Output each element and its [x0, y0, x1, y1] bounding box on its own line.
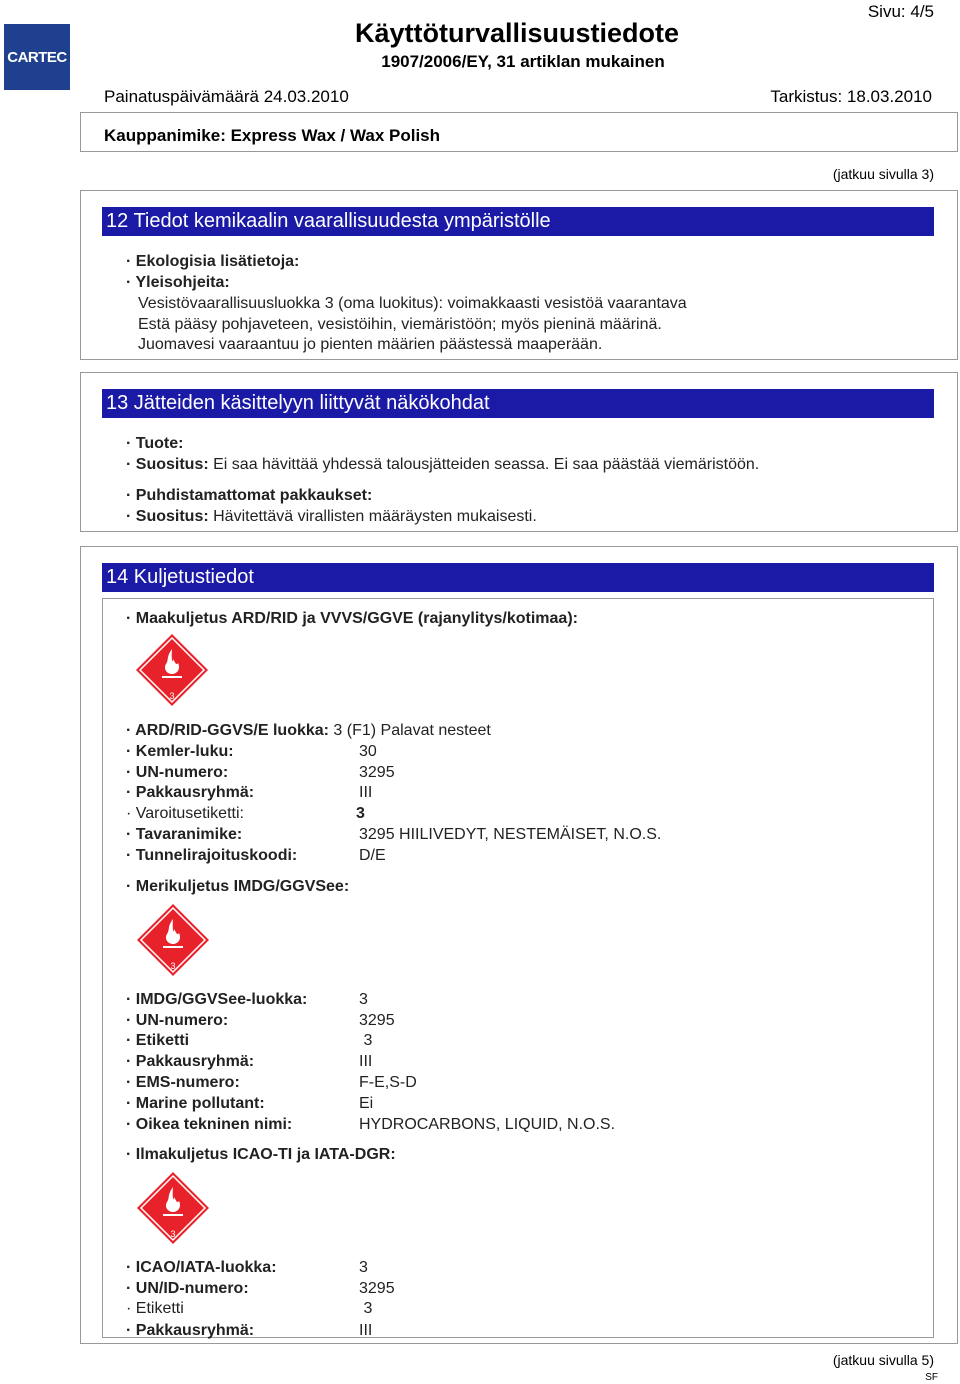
- sea-label-label: · Etiketti: [126, 1032, 190, 1049]
- kemler-value: 30: [359, 743, 377, 760]
- marine-pollutant-value: Ei: [359, 1095, 374, 1112]
- sea-packing-value: III: [359, 1053, 373, 1070]
- warning-label-label: · Varoitusetiketti:: [126, 805, 244, 822]
- imdg-class-value: 3: [359, 991, 368, 1008]
- eco-line-3: Juomavesi vaaraantuu jo pienten määrien päästessä maaperään.: [138, 336, 603, 353]
- sea-label-value: 3: [359, 1032, 373, 1049]
- transport-inner-frame: [102, 598, 934, 1338]
- recommendation-1-text: Ei saa hävittää yhdessä talousjätteiden seassa. Ei saa päästää viemäristöön.: [208, 456, 760, 473]
- tunnel-code-row: [126, 847, 826, 865]
- land-un-row: [126, 764, 826, 782]
- land-packing-label: · Pakkausryhmä:: [126, 784, 255, 801]
- land-class-label: · ARD/RID-GGVS/E luokka:: [126, 722, 329, 739]
- air-label-value: 3: [359, 1300, 373, 1317]
- recommendation-2: [126, 508, 537, 526]
- page-number: Sivu: 4/5: [867, 2, 934, 21]
- continued-from: (jatkuu sivulla 3): [832, 166, 934, 182]
- imdg-class-row: [126, 991, 826, 1009]
- land-transport-heading: · Maakuljetus ARD/RID ja VVVS/GGVE (rajanylitys/kotimaa):: [126, 610, 578, 627]
- warning-label-row: [126, 805, 826, 823]
- sea-packing-label: · Pakkausryhmä:: [126, 1053, 255, 1070]
- air-un-value: 3295: [359, 1280, 395, 1297]
- land-un-label: · UN-numero:: [126, 764, 229, 781]
- section-14-heading: 14 Kuljetustiedot: [102, 563, 934, 592]
- land-un-value: 3295: [359, 764, 395, 781]
- review-date: Tarkistus: 18.03.2010: [770, 87, 932, 106]
- trade-name: Kauppanimike: Express Wax / Wax Polish: [104, 126, 441, 145]
- sea-label-row: [126, 1032, 826, 1050]
- flammable-hazard-icon-sea: [136, 903, 210, 977]
- sea-un-label: · UN-numero:: [126, 1012, 229, 1029]
- logo-text: CARTEC: [7, 48, 67, 66]
- tunnel-code-label: · Tunnelirajoituskoodi:: [126, 847, 298, 864]
- continued-to: (jatkuu sivulla 5): [832, 1352, 934, 1368]
- flammable-hazard-icon-air: [136, 1171, 210, 1245]
- marine-pollutant-label: · Marine pollutant:: [126, 1095, 265, 1112]
- land-packing-value: III: [359, 784, 373, 801]
- technical-name-value: HYDROCARBONS, LIQUID, N.O.S.: [359, 1116, 616, 1133]
- recommendation-1: [126, 456, 759, 474]
- land-packing-row: [126, 784, 826, 802]
- section-13-heading: 13 Jätteiden käsittelyyn liittyvät näkökohdat: [102, 389, 934, 418]
- general-info-label: · Yleisohjeita:: [126, 274, 230, 291]
- land-class-value: 3 (F1) Palavat nesteet: [328, 722, 491, 739]
- air-packing-row: [126, 1322, 826, 1340]
- recommendation-1-label: · Suositus:: [126, 456, 209, 473]
- air-un-row: [126, 1280, 826, 1298]
- eco-line-2: Estä pääsy pohjaveteen, vesistöihin, viemäristöön; myös pieninä määrinä.: [138, 316, 662, 333]
- language-code: SF: [925, 1372, 938, 1383]
- imdg-class-label: · IMDG/GGVSee-luokka:: [126, 991, 308, 1008]
- eco-line-1: Vesistövaarallisuusluokka 3 (oma luokitus): voimakkaasti vesistöä vaarantava: [138, 295, 687, 312]
- sea-un-row: [126, 1012, 826, 1030]
- print-date: Painatuspäivämäärä 24.03.2010: [104, 87, 349, 106]
- land-class-row: [126, 722, 491, 740]
- sea-transport-heading: · Merikuljetus IMDG/GGVSee:: [126, 878, 350, 895]
- air-label-row: [126, 1300, 826, 1318]
- section-12-heading: 12 Tiedot kemikaalin vaarallisuudesta ympäristölle: [102, 207, 934, 236]
- marine-pollutant-row: [126, 1095, 826, 1113]
- sea-un-value: 3295: [359, 1012, 395, 1029]
- svg-text:3: 3: [169, 691, 175, 701]
- icao-class-value: 3: [359, 1259, 368, 1276]
- goods-name-label: · Tavaranimike:: [126, 826, 243, 843]
- packaging-label: · Puhdistamattomat pakkaukset:: [126, 487, 373, 504]
- goods-name-value: 3295 HIILIVEDYT, NESTEMÄISET, N.O.S.: [359, 826, 662, 843]
- product-label: · Tuote:: [126, 435, 184, 452]
- air-un-label: · UN/ID-numero:: [126, 1280, 249, 1297]
- ems-row: [126, 1074, 826, 1092]
- recommendation-2-label: · Suositus:: [126, 508, 209, 525]
- svg-text:3: 3: [170, 961, 176, 971]
- technical-name-label: · Oikea tekninen nimi:: [126, 1116, 293, 1133]
- air-transport-heading: · Ilmakuljetus ICAO-TI ja IATA-DGR:: [126, 1146, 396, 1163]
- kemler-row: [126, 743, 826, 761]
- document-title: Käyttöturvallisuustiedote: [354, 18, 680, 48]
- eco-info-label: · Ekologisia lisätietoja:: [126, 253, 300, 270]
- svg-text:3: 3: [170, 1229, 176, 1239]
- warning-label-value: 3: [356, 805, 365, 822]
- ems-value: F-E,S-D: [359, 1074, 417, 1091]
- sea-packing-row: [126, 1053, 826, 1071]
- technical-name-row: [126, 1116, 886, 1134]
- air-packing-label: · Pakkausryhmä:: [126, 1322, 255, 1339]
- icao-class-row: [126, 1259, 826, 1277]
- document-subtitle: 1907/2006/EY, 31 artiklan mukainen: [381, 52, 665, 71]
- ems-label: · EMS-numero:: [126, 1074, 240, 1091]
- goods-name-row: [126, 826, 886, 844]
- flammable-hazard-icon-land: [135, 633, 209, 707]
- kemler-label: · Kemler-luku:: [126, 743, 234, 760]
- recommendation-2-text: Hävitettävä virallisten määräysten mukaisesti.: [208, 508, 537, 525]
- air-label-label: · Etiketti: [126, 1300, 184, 1317]
- air-packing-value: III: [359, 1322, 373, 1339]
- icao-class-label: · ICAO/IATA-luokka:: [126, 1259, 277, 1276]
- tunnel-code-value: D/E: [359, 847, 386, 864]
